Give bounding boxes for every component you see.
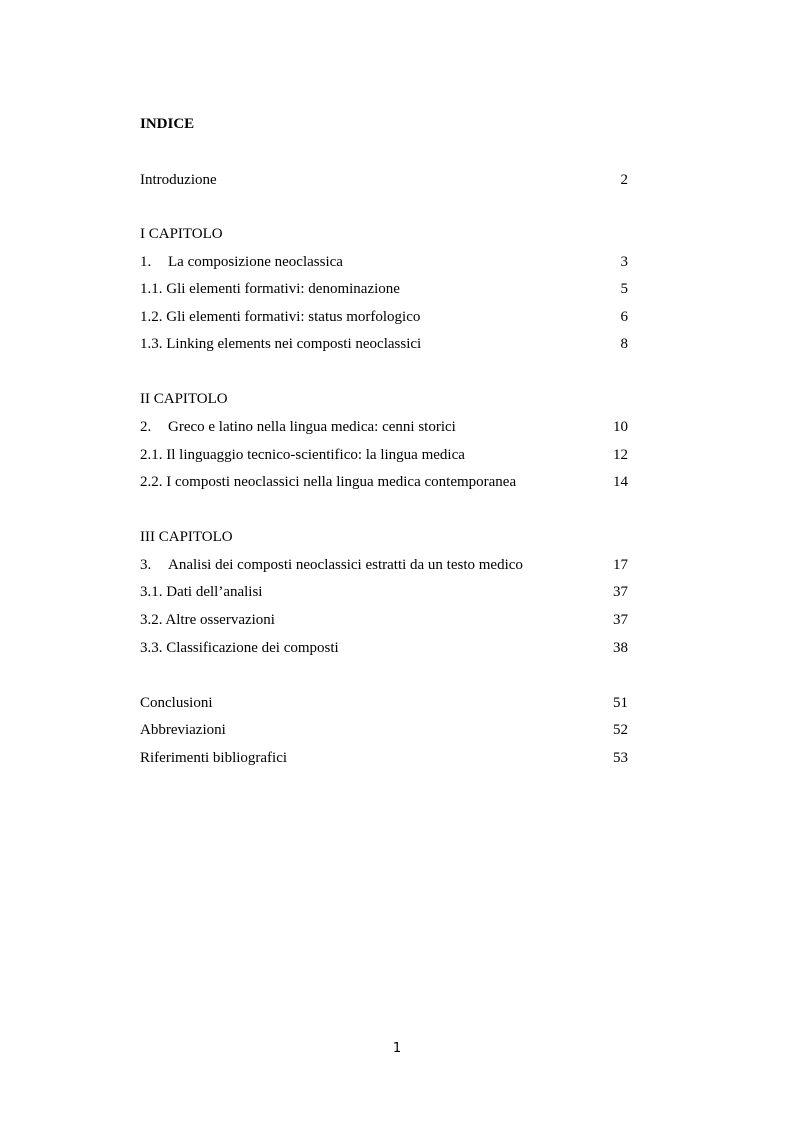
toc-entry-page: 37 [613,612,628,628]
toc-title: INDICE [140,116,195,132]
chapter-3-heading: III CAPITOLO [140,529,233,545]
toc-entry-page: 6 [620,309,628,325]
toc-entry-introduzione[interactable] [140,170,630,190]
toc-entry-text: La composizione neoclassica [168,254,343,270]
toc-entry-label: Abbreviazioni [140,722,226,738]
toc-entry-label: Riferimenti bibliografici [140,750,288,766]
toc-entry-page: 12 [613,447,628,463]
toc-entry-label: 1.3. Linking elements nei composti neoclassici [140,336,422,352]
chapter-1-heading: I CAPITOLO [140,226,223,242]
toc-entry-label: Introduzione [140,172,217,188]
toc-entry-2-2[interactable] [140,472,630,492]
toc-entry-label: 1.2. Gli elementi formativi: status morfologico [140,309,421,325]
toc-entry-text: Analisi dei composti neoclassici estratti da un testo medico [168,557,523,573]
toc-entry-label: 3.1. Dati dell’analisi [140,584,263,600]
toc-entry-number: 1. [140,254,152,270]
toc-entry-label: 1.1. Gli elementi formativi: denominazione [140,281,400,297]
toc-entry-chapter-2[interactable] [140,417,630,437]
toc-entry-1-2[interactable] [140,307,630,327]
toc-entry-page: 53 [613,750,628,766]
toc-entry-number: 3. [140,557,152,573]
toc-entry-label [140,555,523,575]
page-number: 1 [392,1041,402,1056]
toc-entry-page: 10 [613,419,628,435]
toc-entry-label: 3.2. Altre osservazioni [140,612,275,628]
toc-entry-label [140,252,343,272]
toc-entry-chapter-1[interactable] [140,252,630,272]
toc-entry-abbreviazioni[interactable] [140,720,630,740]
toc-entry-riferimenti[interactable] [140,748,630,768]
toc-entry-label: 2.1. Il linguaggio tecnico-scientifico: la lingua medica [140,447,465,463]
toc-entry-page: 14 [613,474,628,490]
toc-entry-page: 17 [613,557,628,573]
toc-entry-1-3[interactable] [140,334,630,354]
toc-entry-page: 52 [613,722,628,738]
toc-entry-conclusioni[interactable] [140,693,630,713]
toc-entry-label [140,417,456,437]
toc-entry-2-1[interactable] [140,445,630,465]
chapter-2-heading: II CAPITOLO [140,391,228,407]
toc-entry-page: 2 [620,172,628,188]
toc-entry-label: 3.3. Classificazione dei composti [140,640,339,656]
toc-entry-label: Conclusioni [140,695,213,711]
toc-entry-label: 2.2. I composti neoclassici nella lingua medica contemporanea [140,474,517,490]
toc-entry-chapter-3[interactable] [140,555,630,575]
toc-entry-page: 38 [613,640,628,656]
toc-entry-page: 51 [613,695,628,711]
toc-entry-page: 5 [620,281,628,297]
toc-entry-page: 37 [613,584,628,600]
toc-entry-text: Greco e latino nella lingua medica: cenni storici [168,419,456,435]
toc-entry-3-2[interactable] [140,610,630,630]
toc-entry-page: 3 [620,254,628,270]
toc-entry-1-1[interactable] [140,279,630,299]
toc-entry-3-1[interactable] [140,582,630,602]
toc-entry-3-3[interactable] [140,638,630,658]
toc-entry-number: 2. [140,419,152,435]
toc-entry-page: 8 [620,336,628,352]
